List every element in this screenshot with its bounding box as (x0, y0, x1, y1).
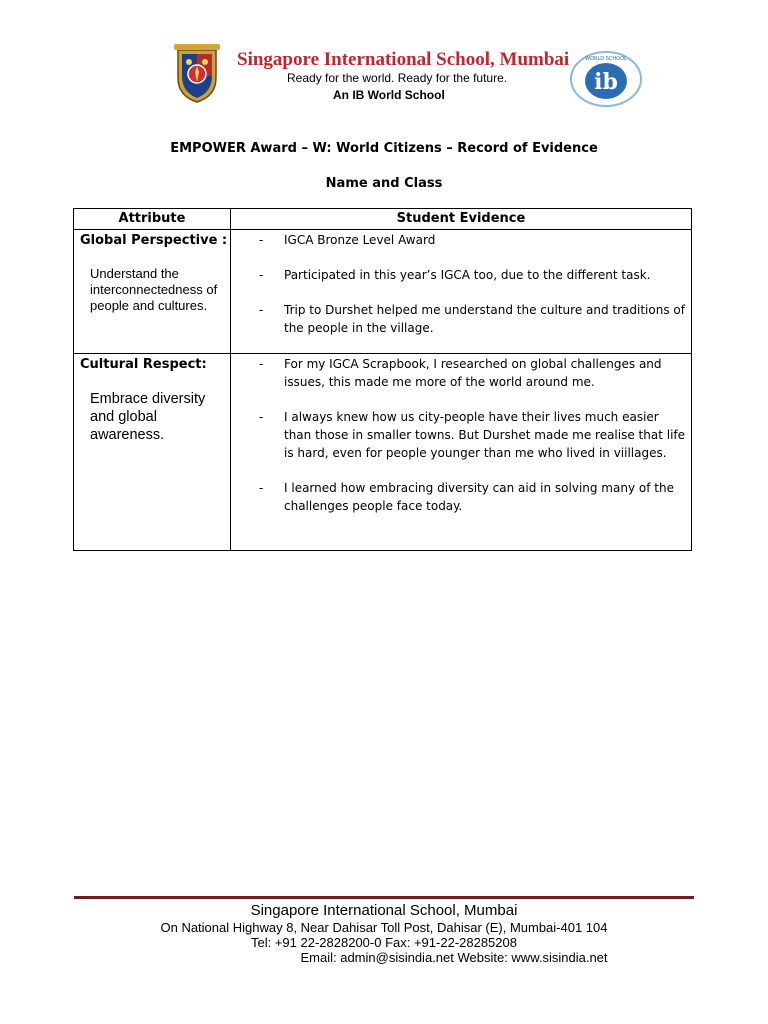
table-row (74, 354, 692, 551)
table-header-row (74, 209, 692, 230)
svg-text:ib: ib (594, 69, 618, 95)
evidence-item: - For my IGCA Scrapbook, I researched on global challenges and issues, this made me more of the world around me. (231, 355, 685, 391)
evidence-item: - Participated in this year’s IGCA too, due to the different task. (231, 266, 685, 284)
footer-address: On National Highway 8, Near Dahisar Toll Post, Dahisar (E), Mumbai-401 104 (160, 920, 608, 935)
evidence-item: - I always knew how us city-people have their lives much easier than those in smaller towns. But Durshet made me realise that life is hard, even for people younger than me who lived in viillages. (231, 408, 685, 462)
evidence-list (231, 230, 691, 337)
attribute-cell (74, 230, 231, 354)
evidence-cell (231, 354, 692, 551)
school-name: Singapore International School, Mumbai (237, 49, 570, 70)
footer-phone-fax: Tel: +91 22-2828200-0 Fax: +91-22-28285208 (251, 935, 517, 950)
name-and-class-label: Name and Class (325, 176, 443, 191)
evidence-table (73, 208, 692, 551)
table-row (74, 230, 692, 354)
attribute-description: Embrace diversity and global awareness. (90, 391, 206, 443)
footer-divider (74, 896, 694, 899)
document-title: EMPOWER Award – W: World Citizens – Record of Evidence (170, 141, 598, 156)
footer-email-website: Email: admin@sisindia.net Website: www.sisindia.net (300, 950, 608, 965)
attribute-column-header: Attribute (74, 209, 231, 230)
attribute-cell (74, 354, 231, 551)
school-tagline: Ready for the world. Ready for the future. (287, 71, 508, 85)
student-evidence-column-header: Student Evidence (231, 209, 692, 230)
ib-world-school-text: An IB World School (333, 88, 445, 102)
letterhead (0, 40, 768, 120)
footer-school-name: Singapore International School, Mumbai (250, 902, 518, 919)
evidence-item: - I learned how embracing diversity can aid in solving many of the challenges people face today. (231, 479, 685, 515)
evidence-list (231, 354, 691, 515)
attribute-title: Global Perspective : (80, 233, 228, 248)
svg-text:WORLD SCHOOL: WORLD SCHOOL (585, 56, 627, 62)
ib-world-school-logo-icon (568, 50, 644, 108)
attribute-description: Understand the interconnectedness of people and cultures. (90, 266, 218, 313)
school-crest-icon (172, 44, 222, 104)
evidence-item: - Trip to Durshet helped me understand the culture and traditions of the people in the village. (231, 301, 685, 337)
evidence-cell (231, 230, 692, 354)
attribute-title: Cultural Respect: (80, 357, 207, 372)
evidence-item: - IGCA Bronze Level Award (231, 231, 685, 249)
